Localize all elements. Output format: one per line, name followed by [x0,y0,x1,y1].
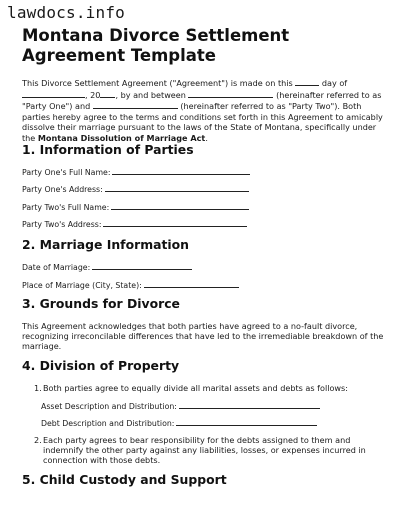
year-blank[interactable] [100,89,115,98]
party-one-name-line[interactable] [112,167,250,175]
debt-line[interactable] [176,418,317,426]
section-heading-parties: 1. Information of Parties [22,142,194,157]
party-two-blank[interactable] [93,100,178,109]
party-one-address-field [22,184,249,195]
marriage-date-line[interactable] [92,262,192,270]
section-heading-custody: 5. Child Custody and Support [22,472,227,487]
marriage-place-line[interactable] [144,280,239,288]
field-label: Party One's Full Name: [22,168,111,177]
month-blank[interactable] [22,89,85,98]
field-label: Place of Marriage (City, State): [22,281,142,290]
party-two-address-line[interactable] [103,219,247,227]
intro-text: . [205,132,208,143]
field-label: Party Two's Address: [22,220,102,229]
field-label: Date of Marriage: [22,263,91,272]
party-two-address-field [22,219,247,230]
grounds-paragraph: This Agreement acknowledges that both parties have agreed to a no-fault divorce, recognizing irreconcilable differences that have led to the irremediable breakdown of the marriage. [22,321,384,352]
site-watermark: lawdocs.info [7,3,125,22]
intro-paragraph [22,77,384,144]
field-label: Debt Description and Distribution: [41,419,175,428]
party-two-name-field [22,202,249,213]
field-label: Party One's Address: [22,185,103,194]
intro-text: This Divorce Settlement Agreement ("Agreement") is made on this [22,78,293,88]
intro-text: day of [321,78,348,88]
field-label: Party Two's Full Name: [22,203,110,212]
asset-field [41,401,320,412]
field-label: Asset Description and Distribution: [41,402,177,411]
party-two-name-line[interactable] [111,202,249,210]
intro-text: (hereinafter referred to as "Party Two"). Both parties hereby agree to the terms and conditions set forth in this Agreement to amicably dissolve their marriage pursuant to the laws of the State of Montana, specifically under the [22,101,383,143]
intro-text: , by and between [115,89,186,100]
section-heading-property: 4. Division of Property [22,358,180,373]
list-number: 2. [34,435,42,445]
section-heading-grounds: 3. Grounds for Divorce [22,296,180,311]
debt-field [41,418,317,429]
marriage-place-field [22,280,239,291]
party-one-address-line[interactable] [105,184,249,192]
property-item-1: Both parties agree to equally divide all marital assets and debts as follows: [43,383,348,393]
document-title: Montana Divorce Settlement Agreement Template [22,26,290,65]
act-name: Montana Dissolution of Marriage Act [37,132,206,143]
section-heading-marriage: 2. Marriage Information [22,237,189,252]
intro-text: , 20 [85,89,101,100]
intro-text: (hereinafter referred to as "Party One") and [22,89,382,112]
property-item-2: Each party agrees to bear responsibility for the debts assigned to them and indemnify the other party against any liabilities, losses, or expenses incurred in connection with those debts. [43,435,366,466]
list-number: 1. [34,383,42,393]
marriage-date-field [22,262,192,273]
party-one-blank[interactable] [188,89,273,98]
asset-line[interactable] [179,401,320,409]
day-blank[interactable] [295,77,319,86]
party-one-name-field [22,167,250,178]
